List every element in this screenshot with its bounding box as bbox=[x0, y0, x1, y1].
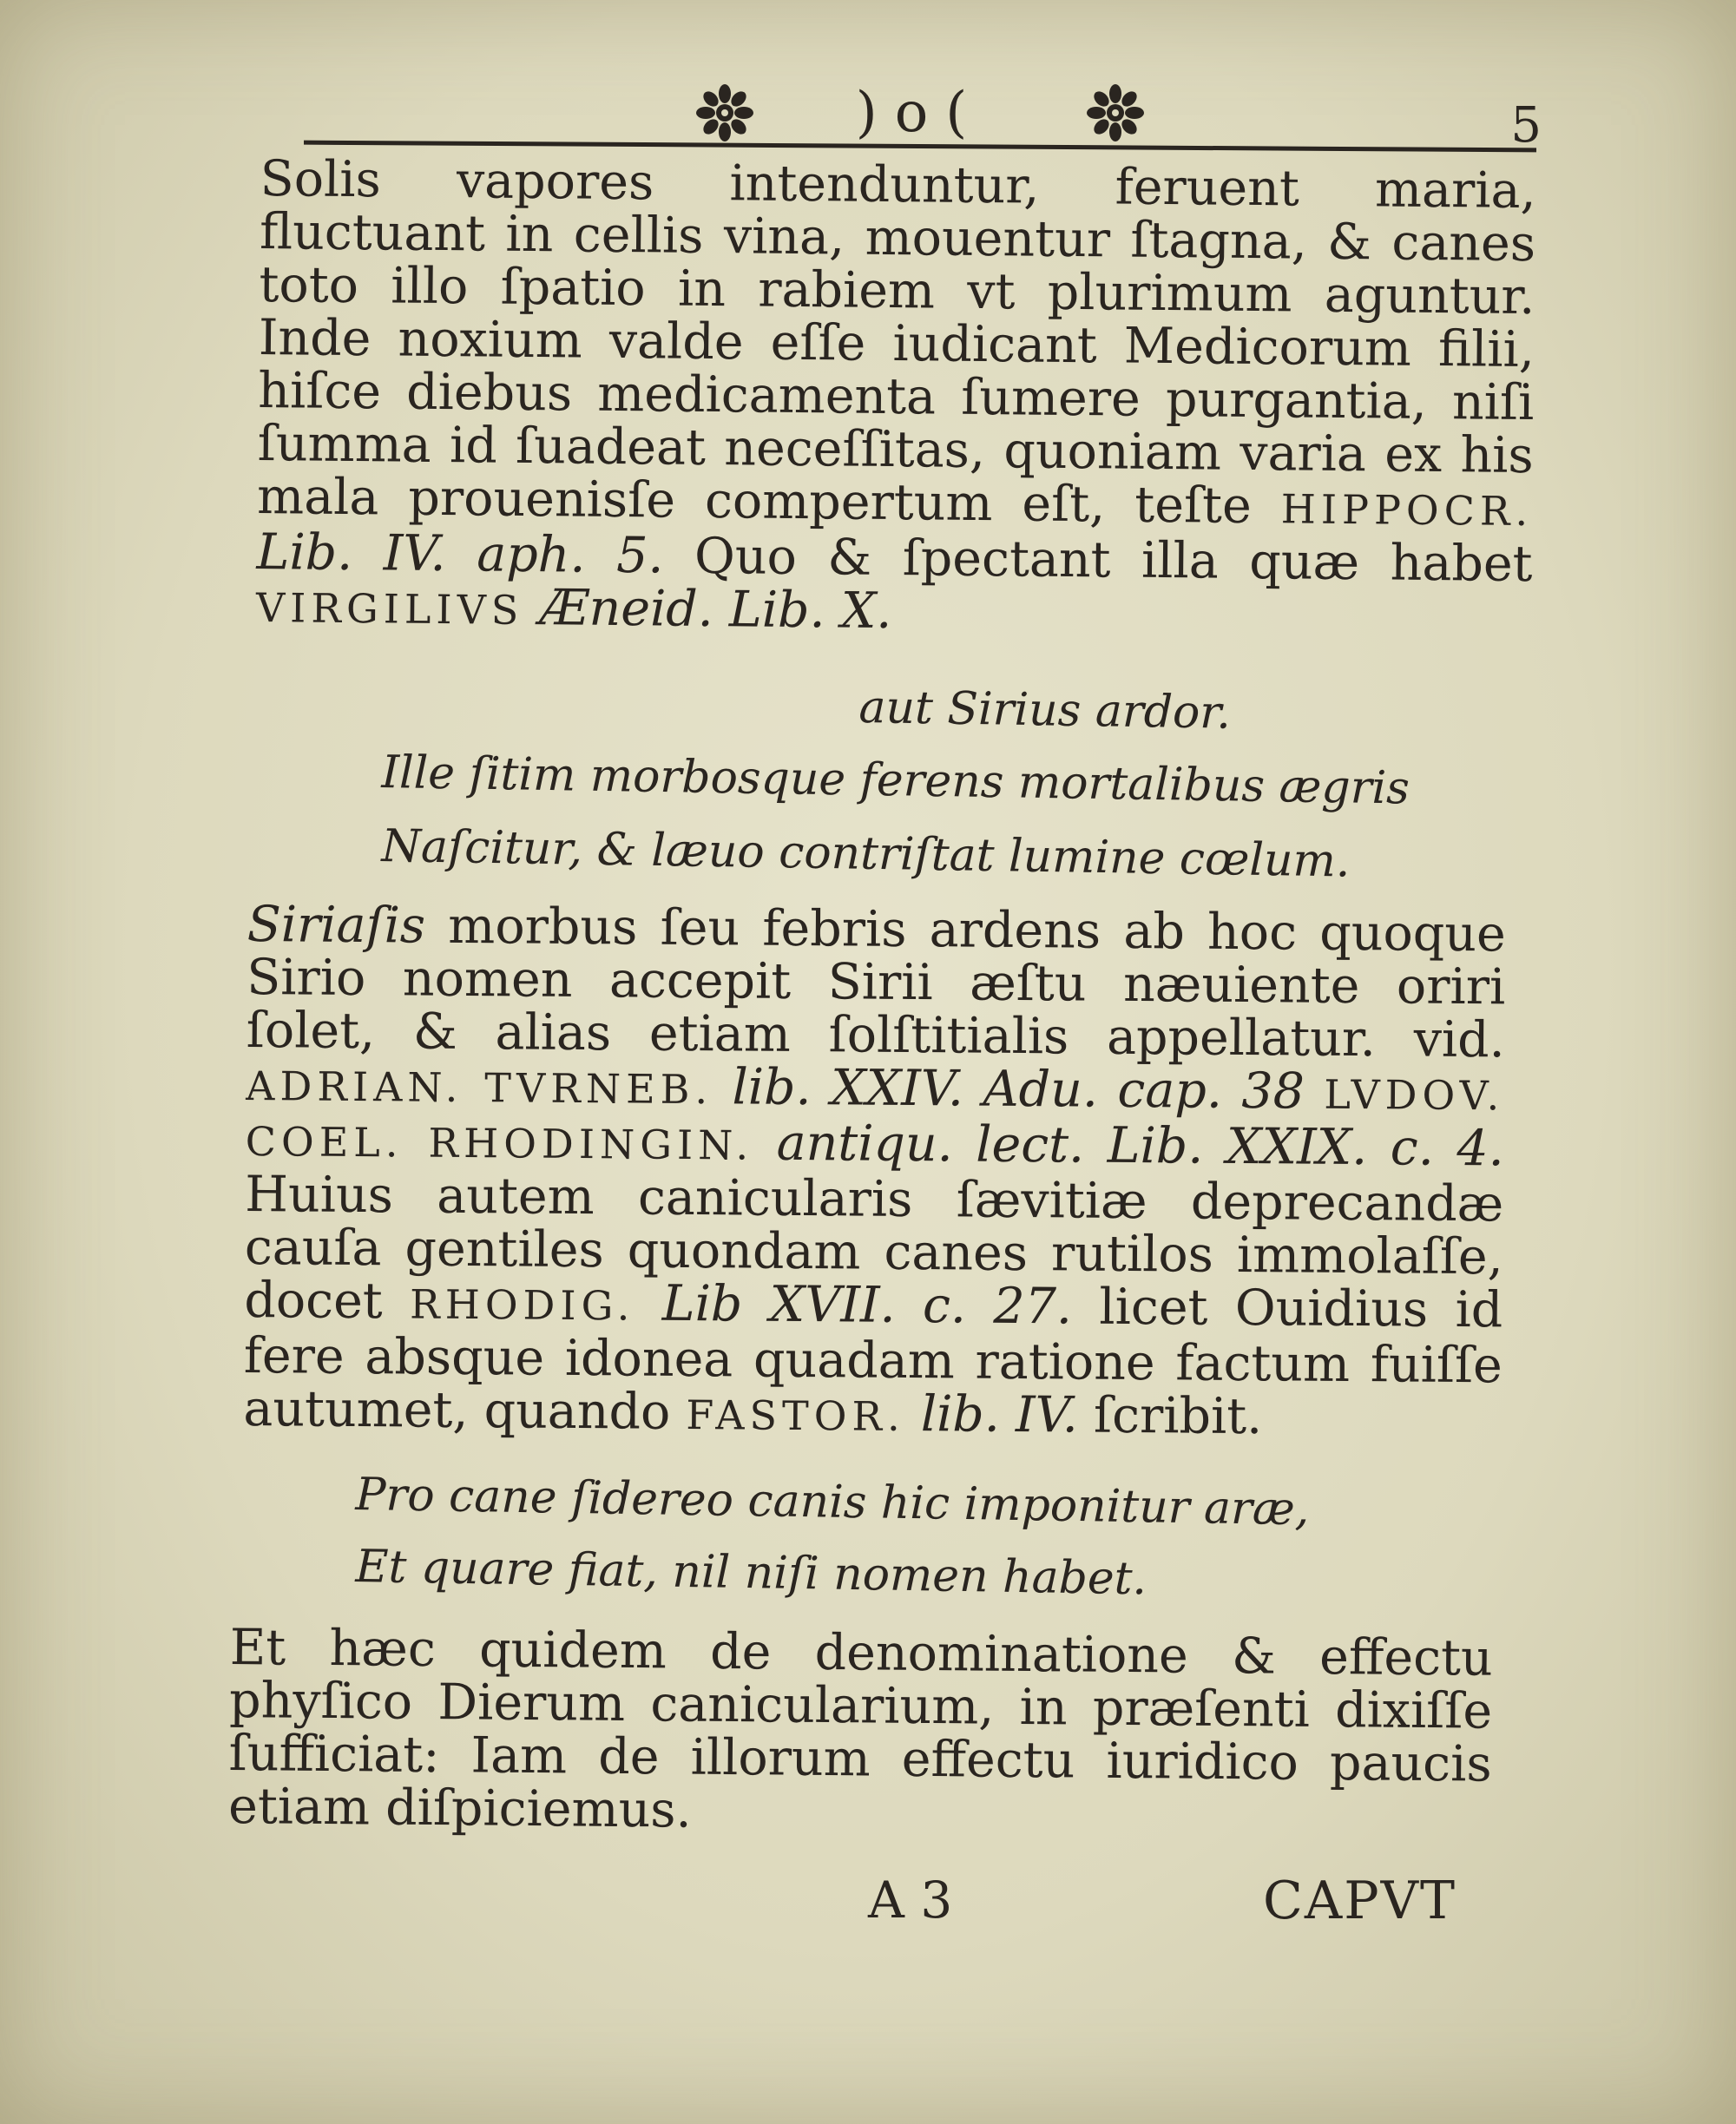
text-segment: RHODIG. bbox=[409, 1280, 635, 1330]
text-segment: ADRIAN. TVRNEB. bbox=[246, 1062, 713, 1114]
text-segment: Quo & ſpectant illa quæ habet bbox=[663, 527, 1533, 594]
flower-ornament-right-icon bbox=[1085, 82, 1146, 143]
text-segment: antiqu. lect. Lib. XXIX. c. 4. bbox=[776, 1114, 1505, 1178]
paragraph-1 bbox=[255, 150, 1536, 647]
text-segment: lib. IV. bbox=[920, 1385, 1079, 1444]
text-segment: Æneid. Lib. X. bbox=[539, 579, 892, 641]
text-segment: Lib. IV. aph. 5. bbox=[256, 523, 664, 585]
header-center-mark: )o( bbox=[855, 81, 985, 145]
catchword: CAPVT bbox=[1263, 1871, 1457, 1931]
header-ornaments bbox=[694, 78, 1146, 148]
text-segment: ſcribit. bbox=[1077, 1386, 1263, 1446]
text-segment: Siriaſis bbox=[247, 896, 426, 955]
text-segment: HIPPOCR. bbox=[1280, 485, 1534, 536]
text-segment: VIRGILIVS bbox=[255, 583, 524, 634]
verse-2-line-1: Pro cane ſidereo canis hic imponitur aræ, bbox=[355, 1469, 1310, 1536]
flower-ornament-left-icon bbox=[694, 82, 755, 143]
verse-2-line-2: Et quare fiat, nil niſi nomen habet. bbox=[355, 1541, 1147, 1606]
running-header bbox=[304, 78, 1542, 154]
text-segment: licet Ouidius id fere absque idonea quadam ratione factum fuiſſe autumet, quando bbox=[243, 1278, 1503, 1441]
text-segment bbox=[713, 1058, 733, 1115]
text-segment: Solis vapores intenduntur, feruent maria, fluctuant in cellis vina, mouentur ſtagna, & canes toto illo ſpatio in rabiem vt plurimum aguntur. Inde noxium valde eſſe iudicant Medicorum filii, hiſce diebus medicamenta ſumere purgantia, niſi ſumma id ſuadeat neceſſitas, quoniam varia ex his mala prouenisſe compertum eſt, teſte bbox=[256, 150, 1536, 536]
text-segment: Lib XVII. c. 27. bbox=[661, 1274, 1073, 1336]
signature-mark: A 3 bbox=[868, 1871, 953, 1930]
text-segment: Et hæc quidem de denominatione & effectu phyſico Dierum canicularium, in præſenti dixiſſe ſufficiat: Iam de illorum effectu iuridico paucis etiam diſpiciemus. bbox=[227, 1619, 1493, 1839]
page-number: 5 bbox=[1510, 97, 1542, 154]
text-segment: Huius autem canicularis ſævitiæ deprecandæ cauſa gentiles quondam canes rutilos immolaſſe, docet bbox=[244, 1165, 1504, 1331]
text-segment: LVDOV. COEL. RHODINGIN. bbox=[245, 1070, 1505, 1169]
verse-1-line-2: Ille ſitim morbosque ferens mortalibus ægris bbox=[381, 746, 1410, 815]
text-segment bbox=[753, 1115, 777, 1172]
text-segment: morbus ſeu febris ardens ab hoc quoque Sirio nomen accepit Sirii æſtu næuiente oriri ſolet, & alias etiam ſolſtitialis appellatur. vid. bbox=[246, 897, 1506, 1069]
text-segment bbox=[635, 1275, 662, 1332]
text-segment: lib. XXIV. Adu. cap. 38 bbox=[732, 1058, 1305, 1121]
verse-1-line-1: aut Sirius ardor. bbox=[858, 681, 1232, 740]
text-segment bbox=[523, 579, 540, 636]
verse-1-line-3: Naſcitur, & læuo contriſtat lumine cœlum. bbox=[381, 820, 1351, 888]
text-segment bbox=[904, 1385, 921, 1443]
text-segment bbox=[1305, 1063, 1325, 1121]
paragraph-2 bbox=[243, 898, 1506, 1448]
paragraph-3 bbox=[228, 1621, 1493, 1845]
text-segment: FASTOR. bbox=[686, 1391, 905, 1440]
